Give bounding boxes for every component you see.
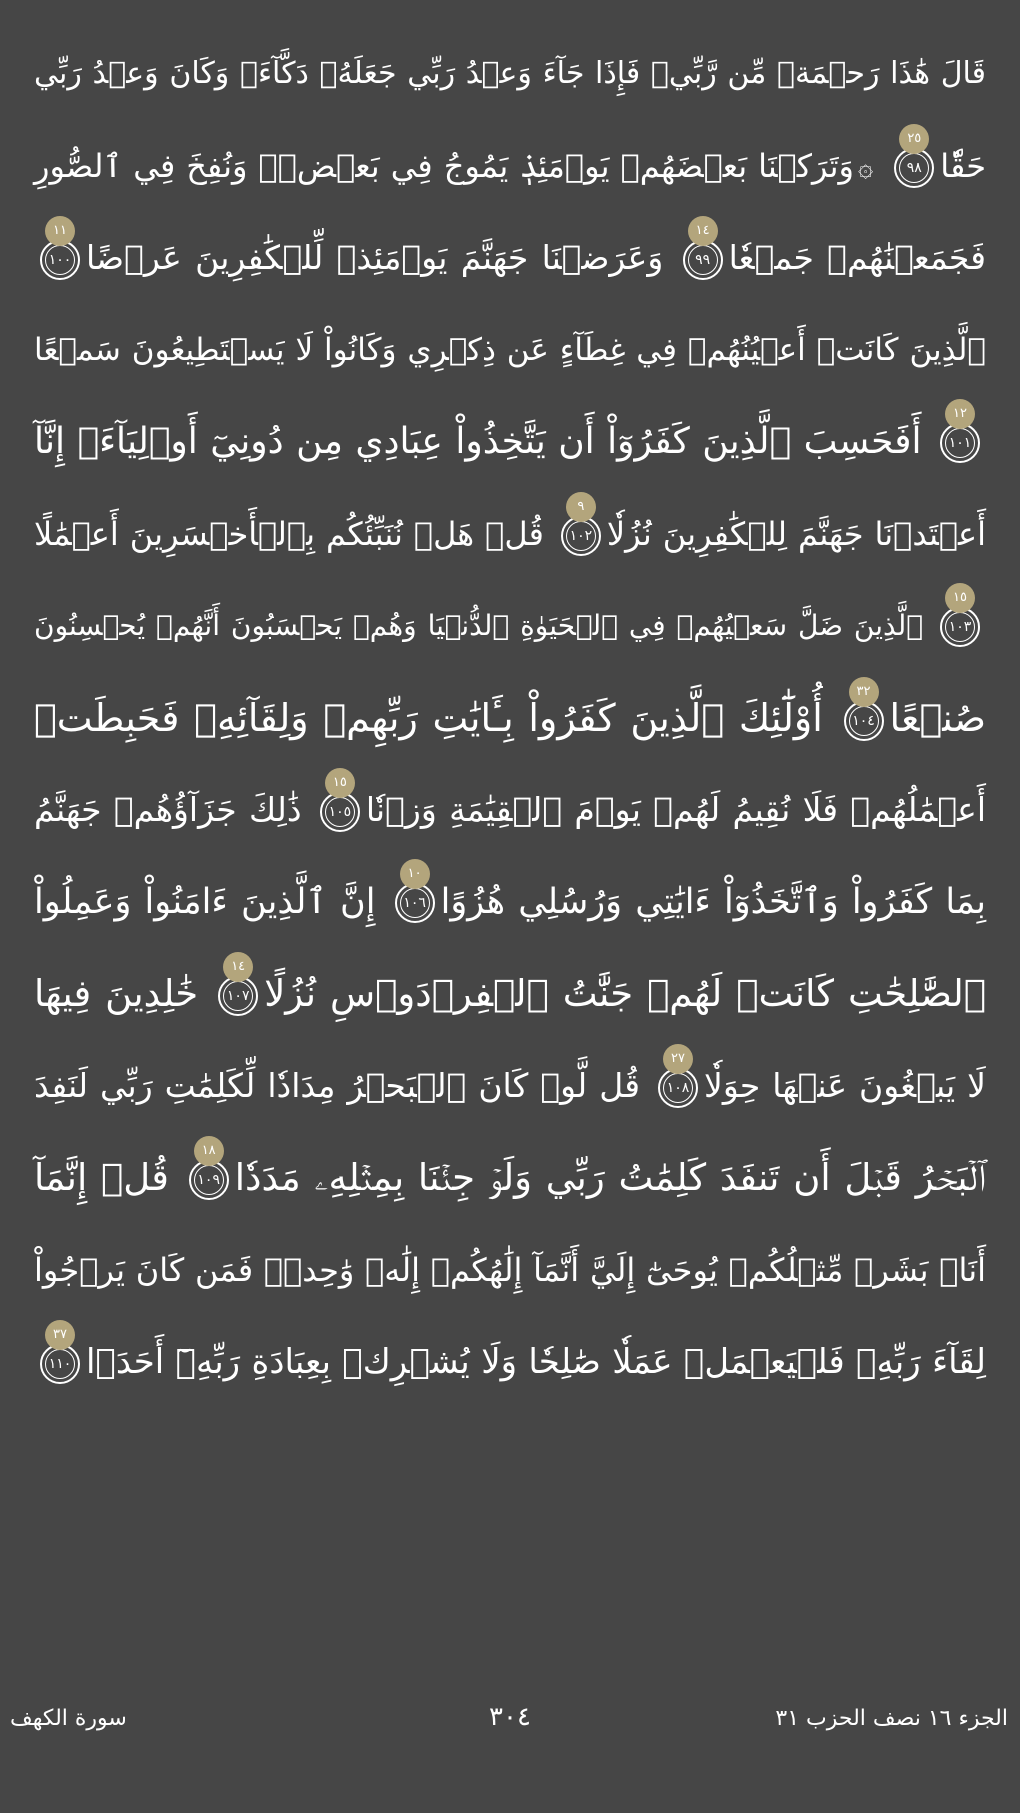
verse-text: لَا يَبۡغُونَ عَنۡهَا حِوَلٗا [704, 1066, 986, 1105]
word-count-badge: ٢٧ [663, 1044, 693, 1074]
word-count-badge: ٩ [566, 492, 596, 522]
ayah-end-marker-icon [658, 1050, 698, 1108]
verse-text: فَجَمَعۡنَٰهُمۡ جَمۡعٗا [728, 238, 986, 277]
verse-line [34, 672, 986, 764]
verse-text: حَقّٗا [940, 147, 987, 185]
verse-text: لِقَآءَ رَبِّهِۦ فَلۡيَعۡمَلۡ عَمَلٗا صَٰلِحٗا وَلَا يُشۡرِكۡ بِعِبَادَةِ رَبِّهِۦٓ أَحَدَۢا [86, 1342, 986, 1382]
verse-line [34, 488, 986, 580]
word-count-badge: ١٠ [400, 859, 430, 889]
verse-text: ذَٰلِكَ جَزَآؤُهُمۡ جَهَنَّمُ [34, 790, 302, 829]
verse-text: أُوْلَٰٓئِكَ ٱلَّذِينَ كَفَرُواْ بِـَٔايَٰتِ رَبِّهِمۡ وَلِقَآئِهِۦ فَحَبِطَتۡ [34, 696, 823, 740]
verse-text: إِنَّ ٱلَّذِينَ ءَامَنُواْ وَعَمِلُواْ [34, 882, 376, 922]
word-count-badge: ٣٢ [849, 677, 879, 707]
word-count-badge: ١٥ [945, 583, 975, 613]
ayah-end-marker-icon [40, 1326, 80, 1384]
verse-text: صُنۡعًا [889, 696, 986, 740]
ayah-end-marker-icon [40, 222, 80, 280]
verse-text: قُلۡ هَلۡ نُنَبِّئُكُم بِٱلۡأَخۡسَرِينَ أَعۡمَٰلًا [34, 515, 544, 553]
verse-line [34, 1040, 986, 1132]
verse-text: أَنَا۠ بَشَرٞ مِّثۡلُكُمۡ يُوحَىٰٓ إِلَيَّ أَنَّمَآ إِلَٰهُكُمۡ إِلَٰهٞ وَٰحِدٞۖ فَمَن كَانَ يَرۡجُواْ [34, 1251, 986, 1289]
ayah-number: ١٠٦ [403, 895, 426, 911]
ayah-number: ١٠٤ [852, 712, 875, 729]
page-number: ٣٠٤ [489, 1702, 531, 1732]
rub-el-hizb-icon: ۞ [858, 153, 874, 183]
verse-text: ٱلَّذِينَ كَانَتۡ أَعۡيُنُهُمۡ فِي غِطَآءٍ عَن ذِكۡرِي وَكَانُواْ لَا يَسۡتَطِيعُونَ سَمۡعًا [34, 332, 986, 368]
verse-text: قُلۡ إِنَّمَآ [34, 1156, 169, 1199]
ayah-number: ١٠١ [948, 435, 972, 451]
word-count-badge: ١٤ [688, 216, 718, 246]
ayah-end-marker-icon [894, 131, 934, 188]
ayah-number: ١١٠ [48, 1355, 72, 1372]
ayah-number: ١٠٣ [948, 619, 972, 635]
ayah-end-marker-icon [940, 590, 980, 647]
word-count-badge: ١٢ [945, 399, 975, 429]
ayah-number: ١٠٧ [226, 987, 250, 1004]
ayah-end-marker-icon [940, 406, 980, 463]
verse-line [34, 120, 986, 212]
verse-line [34, 764, 986, 856]
word-count-badge: ١٨ [194, 1136, 224, 1166]
verse-text: أَعۡمَٰلُهُمۡ فَلَا نُقِيمُ لَهُمۡ يَوۡمَ ٱلۡقِيَٰمَةِ وَزۡنٗا [365, 790, 987, 829]
word-count-badge: ٣٧ [45, 1320, 75, 1350]
verse-text: ٱلَّذِينَ ضَلَّ سَعۡيُهُمۡ فِي ٱلۡحَيَوٰةِ ٱلدُّنۡيَا وَهُمۡ يَحۡسَبُونَ أَنَّهُمۡ يُحۡسِنُونَ [34, 609, 924, 642]
word-count-badge: ١١ [45, 216, 75, 246]
ayah-number: ١٠٩ [197, 1171, 220, 1188]
ayah-end-marker-icon [395, 866, 435, 923]
ayah-end-marker-icon [561, 499, 601, 556]
verse-text: قَالَ هَٰذَا رَحۡمَةٞ مِّن رَّبِّيۖ فَإِذَا جَآءَ وَعۡدُ رَبِّي جَعَلَهُۥ دَكَّآءَۖ وَكَانَ وَعۡدُ رَبِّي [34, 56, 986, 91]
verse-text: ٱلۡبَحۡرُ قَبۡلَ أَن تَنفَدَ كَلِمَٰتُ رَبِّي وَلَوۡ جِئۡنَا بِمِثۡلِهِۦ مَدَدٗا [234, 1156, 986, 1199]
ayah-number: ١٠٠ [48, 251, 72, 268]
verse-text: بِمَا كَفَرُواْ وَٱتَّخَذُوٓاْ ءَايَٰتِي وَرُسُلِي هُزُوًا [440, 882, 986, 922]
verse-line [34, 948, 986, 1040]
juz-hizb-label: الجزء ١٦ نصف الحزب ٣١ [775, 1706, 1008, 1731]
word-count-badge: ١٥ [325, 768, 355, 798]
verse-line [34, 212, 986, 304]
verse-line [34, 1316, 986, 1408]
surah-name: سورة الكهف [10, 1706, 127, 1731]
ayah-number: ١٠٥ [328, 803, 352, 820]
verse-line [34, 856, 986, 948]
verse-line [34, 28, 986, 120]
verse-line [34, 580, 986, 672]
ayah-end-marker-icon [218, 958, 258, 1016]
ayah-number: ١٠٨ [666, 1079, 690, 1096]
ayah-number: ٩٨ [906, 160, 922, 176]
word-count-badge: ١٤ [223, 952, 253, 982]
verse-text: أَفَحَسِبَ ٱلَّذِينَ كَفَرُوٓاْ أَن يَتَّخِذُواْ عِبَادِي مِن دُونِيٓ أَوۡلِيَآءَۚ إِنَّآ [34, 421, 922, 462]
ayah-end-marker-icon [683, 222, 723, 280]
verse-line [34, 1132, 986, 1224]
word-count-badge: ٢٥ [899, 124, 929, 154]
verse-text: خَٰلِدِينَ فِيهَا [34, 972, 199, 1015]
ayah-end-marker-icon [844, 683, 884, 741]
verse-text: وَتَرَكۡنَا بَعۡضَهُمۡ يَوۡمَئِذٖ يَمُوجُ فِي بَعۡضٖۖ وَنُفِخَ فِي ٱلصُّورِ [34, 147, 855, 185]
verse-line [34, 1224, 986, 1316]
verse-text: قُل لَّوۡ كَانَ ٱلۡبَحۡرُ مِدَادٗا لِّكَلِمَٰتِ رَبِّي لَنَفِدَ [34, 1066, 641, 1105]
ayah-number: ٩٩ [695, 251, 711, 268]
verse-line [34, 396, 986, 488]
verse-text: وَعَرَضۡنَا جَهَنَّمَ يَوۡمَئِذٖ لِّلۡكَٰفِرِينَ عَرۡضًا [86, 238, 664, 277]
verse-text: أَعۡتَدۡنَا جَهَنَّمَ لِلۡكَٰفِرِينَ نُزُلٗا [606, 515, 987, 553]
verse-line [34, 304, 986, 396]
ayah-number: ١٠٢ [569, 528, 593, 544]
verse-lines [34, 28, 986, 1408]
page-footer [0, 1700, 1020, 1740]
verse-text: ٱلصَّٰلِحَٰتِ كَانَتۡ لَهُمۡ جَنَّٰتُ ٱلۡفِرۡدَوۡسِ نُزُلًا [264, 972, 986, 1015]
ayah-end-marker-icon [320, 774, 360, 832]
ayah-end-marker-icon [189, 1142, 229, 1200]
